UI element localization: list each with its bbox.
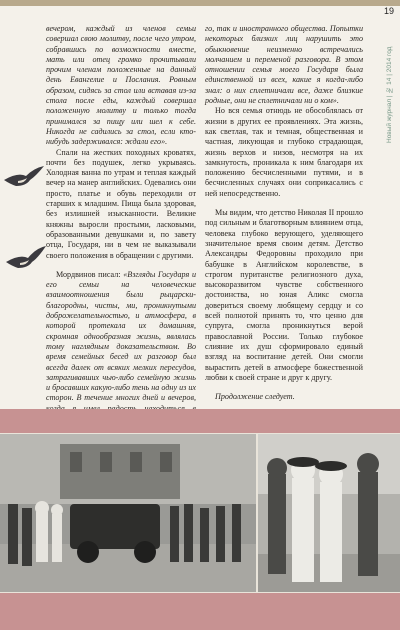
- paragraph: го, так и иностранного общества. Попытки некоторых близких лиц нарушить это обыкновение неизменно встречались молчанием и переменой разговора. В этом отношении семья моего Государя была единственной из всех, какие я когда-либо знал: о них сплетничали все, даже близкие родные, они не сплетничали ни о ком».: [205, 24, 363, 106]
- paragraph: Но вся семья отнюдь не обособлялась от жизни в других ее проявлениях. Эта жизнь, как светлая, так и темная, общественная и частная, ликующая и глубоко страдающая, жизнь верхов и низов, несмотря на их замкнутость, проникала к ним благодаря их положению бесчисленными путями, и в бесчисленных случаях они соприкасались с ней непосредственно.: [205, 106, 363, 198]
- paragraph: вечером, каждый из членов семьи совершал свою молитву, после чего утром, собравшись по возможности вместе, мать или отец громко прочитывали прочим членам положенные на данный день Евангелие и Послания. Ровным образом, сидясь за стол или вставая из-за стола после еды, каждый совершал положенную молитву и только тогда принимался за пищу или шел к себе. Никогда не садились за стол, если кто-нибудь задерживался: ждали его».: [46, 24, 196, 147]
- swallows-decoration: [0, 150, 50, 320]
- paragraph: Мы видим, что детство Николая II прошло под сильным и благотворным влиянием отца, человека глубоко верующего, уделяющего значительное время своим детям. Детство Александры Федоровны проходило при бабушке в Английском королевстве, в строгом пуританстве религиозного духа, высокоразвитом чувстве собственного достоинства, но юная Аликс смогла довериться своему любящему сердцу и со всей полнотой принять то, что ценно для супруга, смогла проникнуться верой православной России. Только глубокое слияние их душ сформировало единый взгляд на воспитание детей. Они смогли вырастить детей в атмосфере божественной любви к своей стране и друг к другу.: [205, 208, 363, 382]
- continued-note: Продолжение следует.: [215, 392, 295, 402]
- paragraph: Спали на жестких походных кроватях, почти без подушек, легко укрываясь. Холодная ванна по утрам и теплая каждый вечер на манер английских. Одевались они просто, платье и обувь переходили от старших к младшим. Пища была здоровая, без излишней изысканности. Великие княжны выросли простыми, ласковыми, образованными девушками и, по завету отца, Государя, ни в чем не выказывали своего положения в обращении с другими.: [46, 147, 196, 260]
- text-column-right: [205, 24, 363, 402]
- page-number: 19: [383, 6, 394, 16]
- historical-photo-motorcade: [0, 434, 256, 592]
- top-decoration-bar: [0, 0, 400, 6]
- quote-text: «Взгляды Государя и его семьи на человеческие взаимоотношения были рыцарски-благородны, чисты, ми, проникнутыми доброжелательностью, и атмосфера, в которой протекала их домашняя, скромная однообразная жизнь, являлась тому наглядным доказательством. Во время семейных бесед их разговор был всегда далек от всяких мелких пересудов, затрагивавших чью-либо семейную жизнь и бросавших какую-либо тень на одну из их сторон. В течение многих дней и вечеров,: [46, 269, 196, 403]
- historical-photo-group: [258, 434, 400, 592]
- text-column-left: [46, 24, 196, 445]
- side-journal-label: Новый журнал | № 14 | 2014 год: [386, 46, 393, 144]
- paragraph: Мордвинов писал: «Взгляды Государя и его семьи на человеческие взаимоотношения были рыцарски-благородны, чисты, ми, проникнутыми доброжелательностью, и атмосфера, в которой протекала их домашняя, скромная однообразная жизнь, являлась тому наглядным доказательством. Во время семейных бесед их разговор был всегда далек от всяких мелких пересудов, затрагивавших чью-либо семейную жизнь и бросавших какую-либо тень на одну из их сторон. В течение многих дней и вечеров,: [46, 270, 196, 445]
